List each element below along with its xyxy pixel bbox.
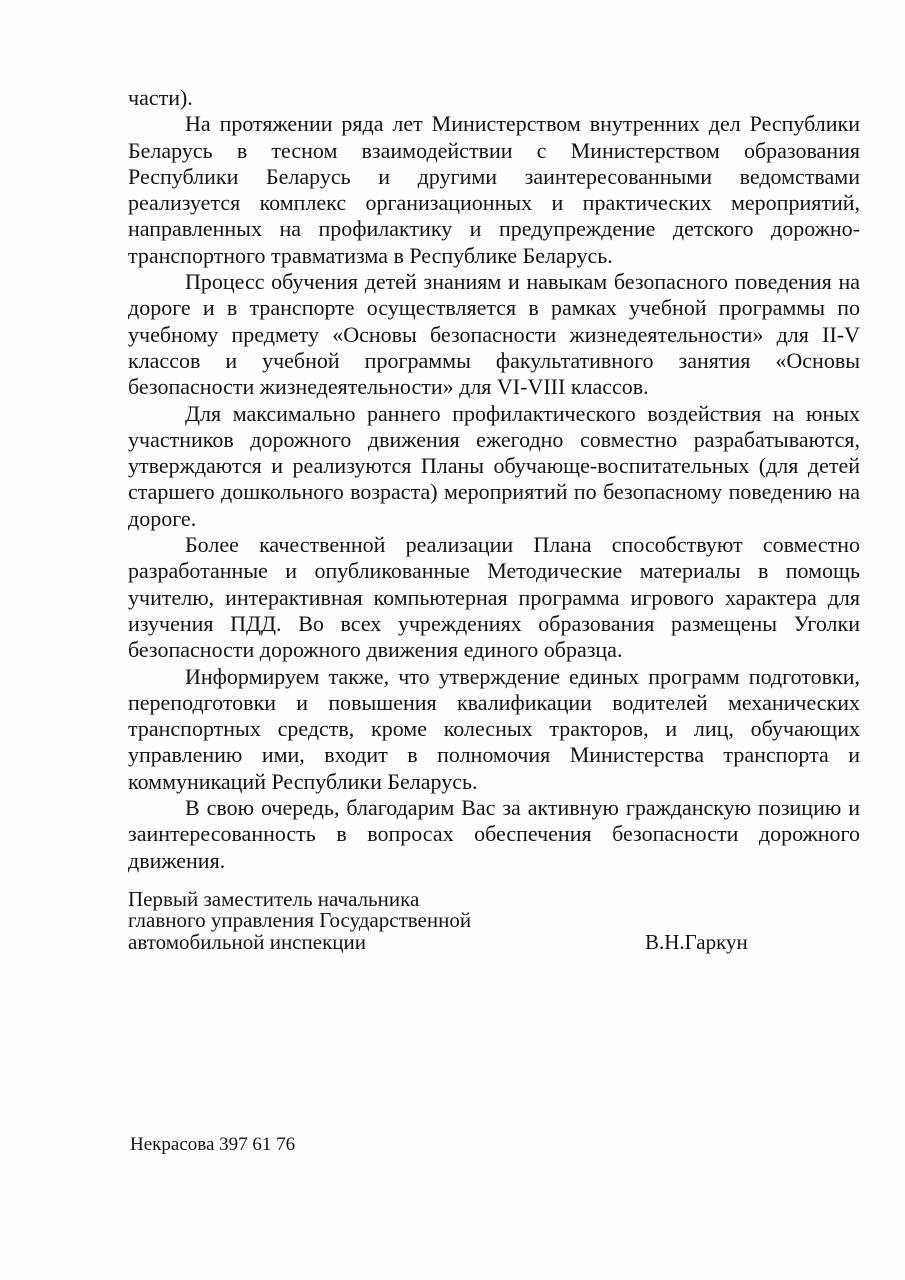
paragraph-gratitude: В свою очередь, благодарим Вас за активную гражданскую позицию и заинтересованность в вопросах обеспечения безопасности дорожного движения. (128, 795, 860, 873)
paragraph-cooperation: На протяжении ряда лет Министерством внутренних дел Республики Беларусь в тесном взаимодействии с Министерством образования Республики Беларусь и другими заинтересованными ведомствами реализуется комплекс организационных и практических мероприятий, направленных на профилактику и предупреждение детского дорожно-транспортного травматизма в Республике Беларусь. (128, 111, 860, 268)
signature-block (128, 886, 860, 954)
paragraph-continuation: части). (128, 85, 193, 110)
signature-title-text: автомобильной инспекции (128, 929, 366, 954)
signature-title-line-1: Первый заместитель начальника (128, 886, 420, 911)
paragraph-preschool-plans: Для максимально раннего профилактического воздействия на юных участников дорожного движения ежегодно совместно разрабатываются, утверждаются и реализуются Планы обучающе-воспитательных (для детей старшего дошкольного возраста) мероприятий по безопасному поведению на дороге. (128, 400, 860, 531)
paragraph-methodical-materials: Более качественной реализации Плана способствуют совместно разработанные и опубликованные Методические материалы в помощь учителю, интерактивная компьютерная программа игрового характера для изучения ПДД. Во всех учреждениях образования размещены Уголки безопасности дорожного движения единого образца. (128, 532, 860, 663)
signature-title-line-2: главного управления Государственной (128, 908, 472, 933)
signature-title-line-3 (128, 929, 860, 954)
paragraph-driver-training: Информируем также, что утверждение единых программ подготовки, переподготовки и повышения квалификации водителей механических транспортных средств, кроме колесных тракторов, и лиц, обучающих управлению ими, входит в полномочия Министерства транспорта и коммуникаций Республики Беларусь. (128, 663, 860, 794)
signature-name: В.Н.Гаркун (645, 929, 748, 954)
paragraph-education-process: Процесс обучения детей знаниям и навыкам безопасного поведения на дороге и в транспорте осуществляется в рамках учебной программы по учебному предмету «Основы безопасности жизнедеятельности» для II-V классов и учебной программы факультативного занятия «Основы безопасности жизнедеятельности» для VI-VIII классов. (128, 269, 860, 400)
letter-body (128, 85, 860, 953)
executor-footer: Некрасова 397 61 76 (130, 1134, 296, 1155)
